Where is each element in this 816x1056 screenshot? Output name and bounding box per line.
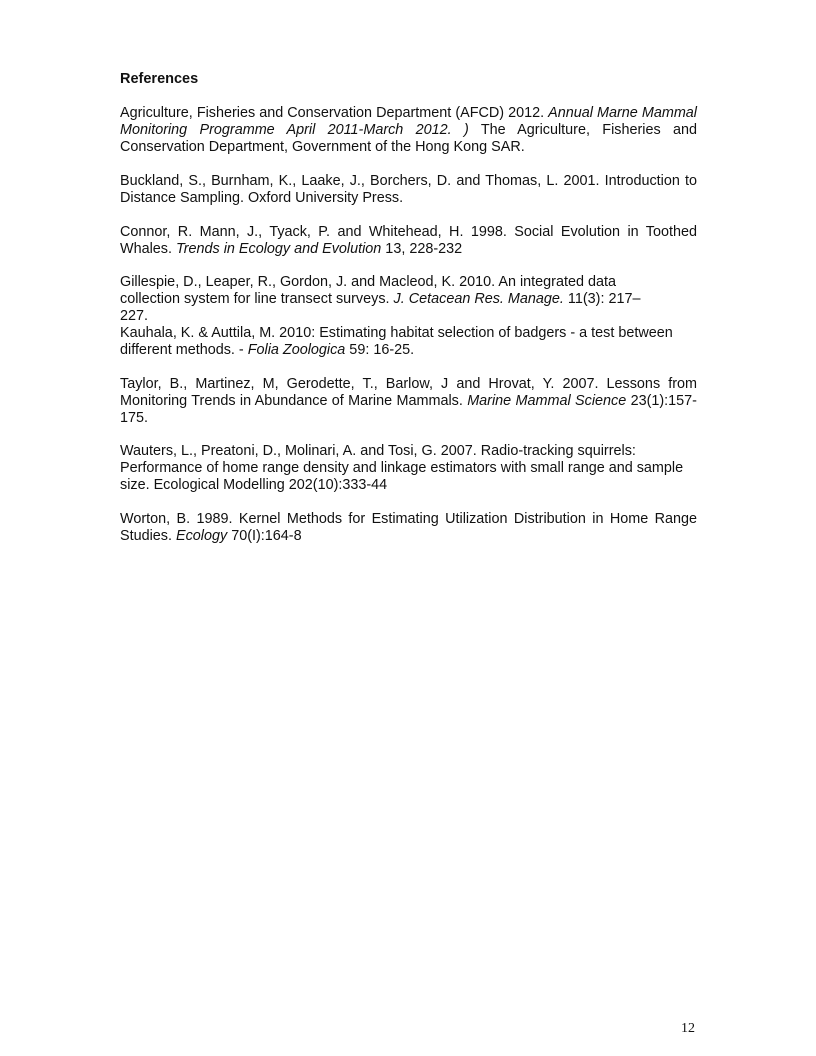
reference-text-tail: 11(3): 217–227. xyxy=(120,291,641,324)
reference-entry-connor xyxy=(120,224,697,258)
reference-entry-worton xyxy=(120,511,697,545)
reference-italic-title: Folia Zoologica xyxy=(247,342,346,358)
reference-text-tail: 13, 228-232 xyxy=(381,241,463,257)
reference-text-tail: 23(1):157-175. xyxy=(120,393,697,426)
page-number: 12 xyxy=(681,1021,695,1036)
reference-italic-title: Trends in Ecology and Evolution xyxy=(175,241,382,257)
reference-entry-gillespie xyxy=(120,274,645,325)
reference-text-tail: 70(I):164-8 xyxy=(227,528,302,544)
reference-italic-title: Ecology xyxy=(176,528,228,544)
reference-entry-taylor xyxy=(120,376,697,427)
reference-entry-wauters xyxy=(120,443,697,494)
reference-italic-title: Marine Mammal Science xyxy=(467,393,627,409)
reference-entry-afcd xyxy=(120,105,697,156)
reference-text: Kauhala, K. & Auttila, M. 2010: Estimating habitat selection of badgers - a test between different methods. - xyxy=(120,325,673,358)
reference-italic-title: Annual Marne Mammal Monitoring Programme April 2011-March 2012. ) xyxy=(120,105,698,138)
reference-text-tail: The Agriculture, Fisheries and Conservation Department, Government of the Hong Kong SAR. xyxy=(120,122,697,155)
reference-italic-title: J. Cetacean Res. Manage. xyxy=(393,291,564,307)
references-heading: References xyxy=(120,71,199,87)
reference-text: Worton, B. 1989. Kernel Methods for Estimating Utilization Distribution in Home Range Studies. xyxy=(120,511,697,544)
reference-entry-buckland xyxy=(120,173,697,207)
reference-text-tail: 59: 16-25. xyxy=(345,342,415,358)
reference-text: Taylor, B., Martinez, M, Gerodette, T., Barlow, J and Hrovat, Y. 2007. Lessons from Monitoring Trends in Abundance of Marine Mammals. xyxy=(120,376,697,409)
reference-text: Wauters, L., Preatoni, D., Molinari, A. and Tosi, G. 2007. Radio-tracking squirrels: Performance of home range density and linkage estimators with small range and sample size. Ecological Modelling 202(10):333-44 xyxy=(120,443,684,493)
reference-text: Gillespie, D., Leaper, R., Gordon, J. and Macleod, K. 2010. An integrated data collection system for line transect surveys. xyxy=(120,274,616,307)
reference-text: Agriculture, Fisheries and Conservation Department (AFCD) 2012. xyxy=(120,105,549,121)
reference-text: Buckland, S., Burnham, K., Laake, J., Borchers, D. and Thomas, L. 2001. Introduction to Distance Sampling. Oxford University Press. xyxy=(120,173,697,206)
reference-entry-kauhala xyxy=(120,325,695,359)
reference-text: Connor, R. Mann, J., Tyack, P. and Whitehead, H. 1998. Social Evolution in Toothed Whales. xyxy=(120,224,697,257)
